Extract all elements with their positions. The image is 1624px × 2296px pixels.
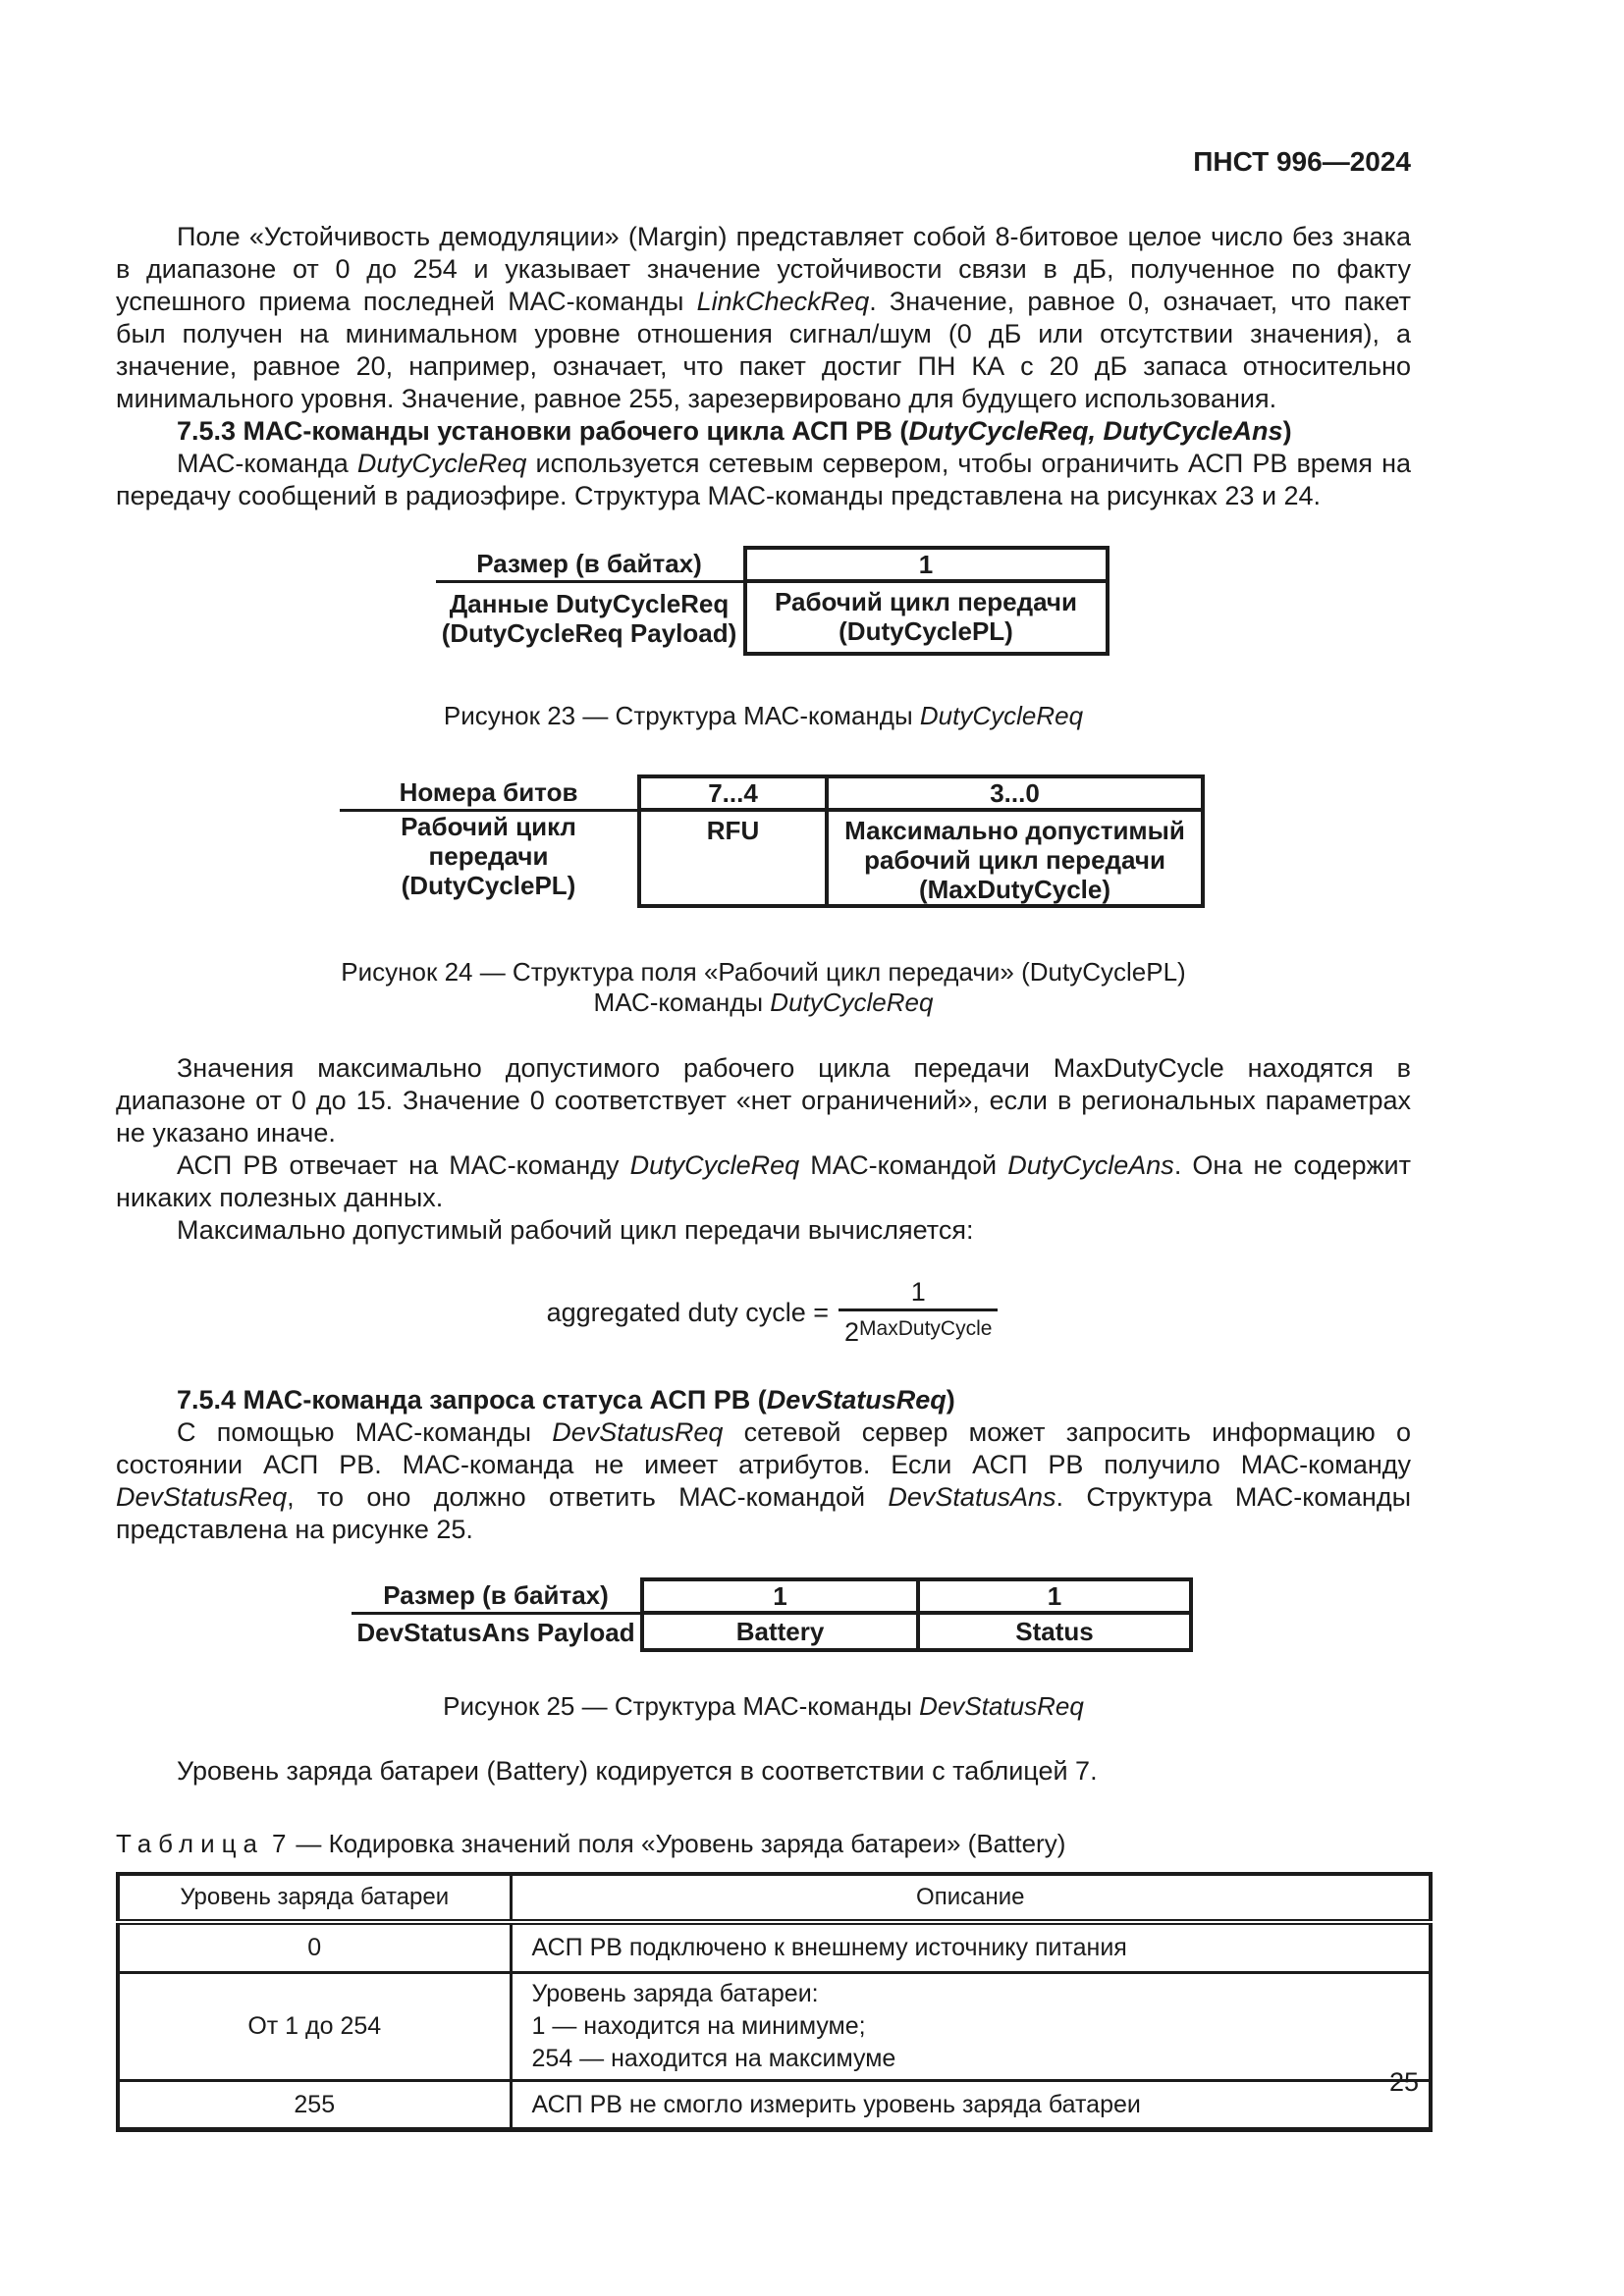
table-row [118, 2081, 1431, 2130]
paragraph-formula-intro: Максимально допустимый рабочий цикл передачи вычисляется: [177, 1215, 974, 1245]
paragraph-maxdutycycle-range: Значения максимально допустимого рабочего цикла передачи MaxDutyCycle находятся в диапазоне от 0 до 15. Значение 0 соответствует «нет ограничений», если в региональных параметрах не указано иначе. [116, 1053, 1411, 1148]
figure-25-size-battery: 1 [642, 1579, 918, 1613]
figure-24-row-label: Рабочий цикл передачи (DutyCyclePL) [401, 811, 576, 900]
figure-23-caption: Рисунок 23 — Структура МАС-команды DutyCycleReq [443, 701, 1084, 730]
figure-23-payload-label: Данные DutyCycleReq (DutyCycleReq Payload) [441, 588, 737, 648]
paragraph-battery-coding: Уровень заряда батареи (Battery) кодируется в соответствии с таблицей 7. [177, 1756, 1098, 1786]
battery-level-description: АСП РВ не смогло измерить уровень заряда батареи [511, 2081, 1431, 2130]
battery-level-value: 255 [118, 2081, 511, 2130]
figure-25-size-status: 1 [918, 1579, 1191, 1613]
table-7-header-description: Описание [511, 1874, 1431, 1922]
figure-24-caption: Рисунок 24 — Структура поля «Рабочий цикл передачи» (DutyCyclePL) МАС-команды DutyCycleReq [341, 957, 1186, 1017]
formula-exponent: MaxDutyCycle [859, 1317, 993, 1340]
figure-25-size-label: Размер (в байтах) [352, 1579, 642, 1613]
formula-fraction [839, 1278, 998, 1347]
table-7-caption-number: 7 [271, 1829, 287, 1858]
figure-25-payload-label: DevStatusAns Payload [356, 1617, 635, 1647]
figure-23-diagram [436, 546, 1110, 656]
figure-25-diagram [352, 1577, 1193, 1652]
paragraph-devstatusreq: С помощью МАС-команды DevStatusReq сетевой сервер может запросить информацию о состоянии АСП РВ. МАС-команда не имеет атрибутов. Если АСП РВ получило МАС-команду DevStatusReq, то оно должно ответить МАС-командой DevStatusAns. Структура МАС-команды представлена на рисунке 25. [116, 1417, 1411, 1544]
figure-23-payload-cell: Рабочий цикл передачи (DutyCyclePL) [745, 581, 1108, 654]
figure-24-maxdutycycle-cell: Максимально допустимый рабочий цикл передачи (MaxDutyCycle) [827, 810, 1203, 906]
figure-25-battery-cell: Battery [642, 1613, 918, 1650]
figure-24 [116, 774, 1411, 908]
figure-24-bits-label: Номера битов [340, 776, 639, 810]
battery-level-value: 0 [118, 1922, 511, 1973]
figure-24-bits-74: 7...4 [639, 776, 827, 810]
battery-level-description: АСП РВ подключено к внешнему источнику питания [511, 1922, 1431, 1973]
figure-25-caption: Рисунок 25 — Структура МАС-команды DevStatusReq [443, 1691, 1084, 1721]
formula-denominator: $2^{MaxDutyCycle}$ [839, 1308, 998, 1347]
formula-aggregated-duty-cycle [125, 1270, 1420, 1355]
formula-lhs: aggregated duty cycle = [546, 1297, 830, 1327]
table-7-caption-word: Таблица [116, 1829, 264, 1858]
paragraph-margin-field: Поле «Устойчивость демодуляции» (Margin) представляет собой 8-битовое целое число без знака в диапазоне от 0 до 254 и указывает значение устойчивости связи в дБ, полученное по факту успешного приема последней МАС-команды LinkCheckReq. Значение, равное 0, означает, что пакет был получен на минимальном уровне отношения сигнал/шум (0 дБ или отсутствии значения), а значение, равное 20, например, означает, что пакет достиг ПН КА с 20 дБ запаса относительно минимального уровня. Значение, равное 255, зарезервировано для будущего использования. [116, 222, 1411, 413]
formula-numerator: 1 [910, 1277, 926, 1307]
table-7-header-level: Уровень заряда батареи [118, 1874, 511, 1922]
running-header: ПНСТ 996—2024 [1193, 146, 1411, 177]
table-7 [116, 1872, 1433, 2132]
heading-7-5-4: 7.5.4 МАС-команда запроса статуса АСП РВ (DevStatusReq) [177, 1385, 955, 1415]
battery-level-value: От 1 до 254 [118, 1973, 511, 2081]
table-row [118, 1973, 1431, 2081]
table-row [118, 1922, 1431, 1973]
paragraph-dutycycleans: АСП РВ отвечает на МАС-команду DutyCycleReq МАС-командой DutyCycleAns. Она не содержит никаких полезных данных. [116, 1150, 1412, 1212]
table-7-caption [116, 1829, 1411, 1859]
figure-23 [116, 546, 1411, 656]
figure-23-size-value: 1 [745, 548, 1108, 581]
table-7-caption-text: — Кодировка значений поля «Уровень заряда батареи» (Battery) [296, 1829, 1066, 1858]
battery-level-description: Уровень заряда батареи: 1 — находится на минимуме; 254 — находится на максимуме [511, 1973, 1431, 2081]
table-7-header-row [118, 1874, 1431, 1922]
figure-24-diagram [340, 774, 1205, 908]
figure-25 [116, 1577, 1411, 1652]
figure-24-rfu-cell: RFU [639, 810, 827, 906]
paragraph-dutycyclereq-intro: МАС-команда DutyCycleReq используется сетевым сервером, чтобы ограничить АСП РВ время на передачу сообщений в радиоэфире. Структура МАС-команды представлена на рисунках 23 и 24. [116, 449, 1412, 510]
figure-23-size-label: Размер (в байтах) [436, 548, 745, 581]
figure-24-bits-30: 3...0 [827, 776, 1203, 810]
heading-7-5-3: 7.5.3 МАС-команды установки рабочего цикла АСП РВ (DutyCycleReq, DutyCycleAns) [177, 416, 1292, 446]
figure-25-status-cell: Status [918, 1613, 1191, 1650]
page-number: 25 [1388, 2067, 1419, 2097]
